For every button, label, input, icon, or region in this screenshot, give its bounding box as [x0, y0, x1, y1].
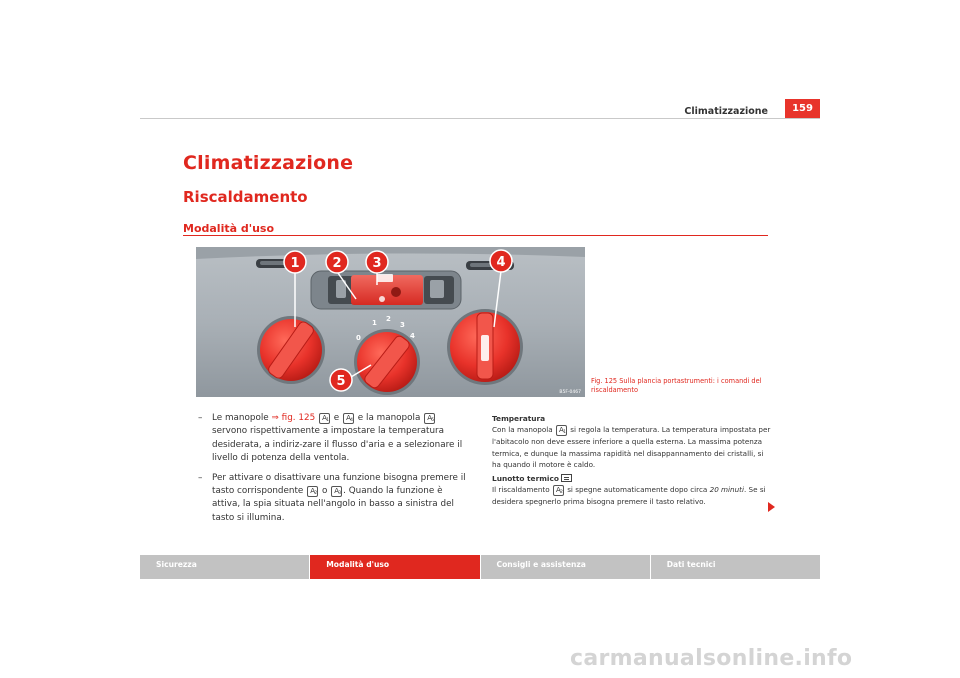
ref-a5-num: 5	[431, 418, 435, 423]
chapter-title: Climatizzazione	[183, 152, 354, 174]
callout-3	[366, 251, 388, 273]
rear-text-end: . Se si desidera spegnerlo prima bisogna premere il tasto relativo.	[492, 485, 766, 507]
rear-ref-num: 2	[560, 490, 563, 496]
rear-window-defrost-icon	[561, 474, 572, 482]
callout-1-label: 1	[290, 256, 300, 271]
ref-badge-a1	[319, 413, 330, 424]
running-header-title: Climatizzazione	[684, 106, 768, 117]
rear-text-start: Il riscaldamento	[492, 485, 552, 495]
continue-arrow-icon[interactable]	[768, 502, 775, 512]
section-title: Riscaldamento	[183, 188, 308, 206]
page-number: 159	[785, 99, 820, 118]
bullet2-text-mid: o	[319, 486, 331, 497]
tab-dati-tecnici[interactable]: Dati tecnici	[651, 555, 820, 579]
temperature-heading: Temperatura	[492, 414, 546, 423]
bullet2-text-start: Per attivare o disattivare una funzione bisogna premere il tasto corrispondente	[212, 472, 466, 497]
dial-scale-4: 4	[410, 332, 415, 340]
callout-1	[284, 251, 306, 273]
ref-a2-letter: A	[310, 487, 316, 496]
temp-text-end: si regola la temperatura. La temperatura impostata per l'abitacolo non deve essere inferiore a quella esterna. La massima potenza termica, e dunque la massima rapidità nel disappannamento dei cristalli, si ha quando il motore è caldo.	[492, 425, 771, 469]
right-column	[492, 413, 772, 508]
ref-badge-a5	[424, 413, 435, 424]
callout-4-label: 4	[496, 255, 506, 270]
figure-code: B5F-0467	[559, 390, 581, 395]
dial-scale-1: 1	[372, 319, 377, 327]
dial-scale-3: 3	[400, 321, 405, 329]
ref-a5-letter: A	[427, 414, 433, 422]
ref-badge-a3	[331, 486, 342, 497]
temp-ref-num: 1	[563, 430, 566, 436]
ref-a4-num: 4	[350, 418, 353, 423]
ref-a1-letter: A	[322, 414, 327, 422]
bullet1-text-mid2: e la manopola	[355, 413, 424, 423]
temp-ref-letter: A	[559, 426, 564, 435]
watermark: carmanualsonline.info	[570, 646, 853, 671]
callout-2-label: 2	[332, 256, 342, 271]
tab-sicurezza[interactable]: Sicurezza	[140, 555, 309, 579]
callout-4	[490, 250, 512, 272]
ref-badge-a1	[556, 425, 567, 436]
bullet-dash: –	[198, 413, 203, 423]
ref-badge-a4	[343, 413, 354, 424]
dial-scale-2: 2	[386, 315, 391, 323]
bullet1-text-end: servono rispettivamente a impostare la temperatura desiderata, a indiriz-zare il flusso d'aria e a selezionare il livello di potenza della ventola.	[212, 426, 463, 464]
footer-nav	[140, 555, 820, 579]
heating-controls-figure	[196, 247, 585, 397]
ref-a2-num: 2	[314, 491, 318, 497]
bullet-dash: –	[198, 472, 203, 483]
figure-link[interactable]: ⇒ fig. 125	[271, 413, 316, 423]
tab-consigli-assistenza[interactable]: Consigli e assistenza	[481, 555, 650, 579]
ref-a3-letter: A	[334, 487, 340, 496]
subsection-title: Modalità d'uso	[183, 222, 275, 235]
rear-window-paragraph	[492, 484, 772, 507]
bullet1-text-mid: e	[330, 413, 342, 423]
instruction-item-1	[198, 412, 473, 466]
left-column	[198, 412, 473, 531]
subsection-divider	[183, 235, 768, 236]
rear-duration: 20 minuti	[709, 485, 744, 495]
callout-5	[330, 369, 352, 391]
tab-modalita-duso[interactable]: Modalità d'uso	[310, 555, 479, 579]
temp-text-start: Con la manopola	[492, 425, 555, 435]
rear-text-mid: si spegne automaticamente dopo circa	[564, 485, 710, 495]
ref-badge-a2	[307, 486, 318, 497]
temperature-paragraph	[492, 424, 772, 470]
ref-a3-num: 3	[338, 491, 342, 497]
bullet1-text-start: Le manopole	[212, 413, 272, 423]
rear-ref-letter: A	[556, 486, 561, 495]
callout-5-label: 5	[336, 374, 346, 389]
ref-badge-a2	[553, 485, 564, 496]
callout-2	[326, 251, 348, 273]
rear-window-heading-text: Lunotto termico	[492, 474, 559, 484]
rear-window-heading	[492, 473, 772, 484]
ref-a4-letter: A	[346, 414, 351, 422]
dial-scale-0: 0	[356, 334, 361, 342]
instruction-item-2	[198, 472, 473, 526]
header-divider	[140, 118, 820, 119]
bullet2-text-end: . Quando la funzione è attiva, la spia situata nell'angolo in basso a sinistra del tasto si illumina.	[212, 486, 454, 523]
callout-3-label: 3	[372, 256, 382, 271]
ref-a1-num: 1	[326, 418, 329, 423]
figure-caption: Fig. 125 Sulla plancia portastrumenti: i comandi del riscaldamento	[591, 377, 762, 394]
